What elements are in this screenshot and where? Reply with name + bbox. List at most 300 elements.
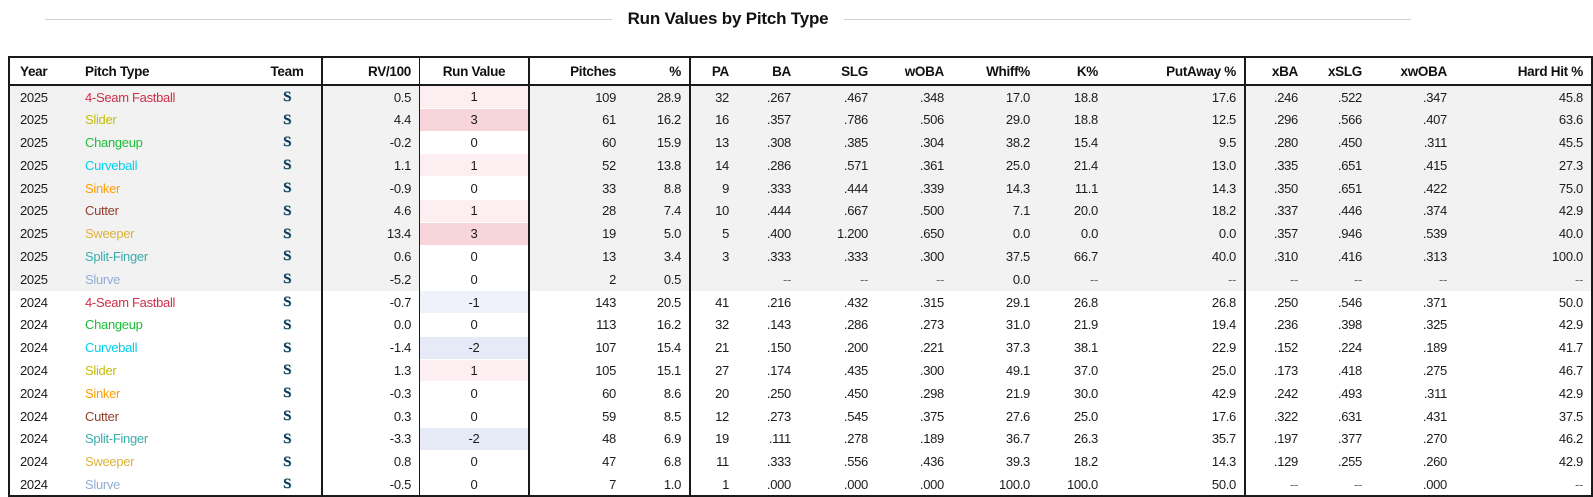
cell-ba: .308: [766, 134, 791, 150]
cell-putaway: 26.8: [1106, 291, 1245, 314]
cell-pitch-type: [74, 405, 253, 428]
cell-pct: 15.9: [624, 131, 690, 154]
cell-team: [253, 359, 322, 382]
pitch-type-label: 4-Seam Fastball: [85, 294, 176, 310]
cell-year: 2025: [20, 203, 48, 219]
cell-slg: .000: [843, 476, 868, 492]
cell-xba: .173: [1273, 362, 1298, 378]
title-rule-right: [844, 19, 1411, 20]
cell-k: 0.0: [1080, 226, 1098, 242]
cell-pct: 16.2: [624, 313, 690, 336]
cell-pct: 3.4: [624, 245, 690, 268]
cell-pitches: 60: [602, 134, 616, 150]
cell-xba: .357: [1273, 226, 1298, 242]
cell-hardhit: 42.9: [1558, 203, 1583, 219]
cell-woba: .500: [919, 203, 944, 219]
cell-hardhit: 27.3: [1558, 157, 1583, 173]
cell-pct: 28.9: [624, 85, 690, 108]
cell-pct: 8.8: [624, 177, 690, 200]
table-row: [9, 359, 1592, 382]
cell-year: 2025: [20, 180, 48, 196]
cell-whiff: 14.3: [1005, 180, 1030, 196]
cell-rv100: -0.5: [322, 473, 420, 496]
cell-run_value: 3: [420, 108, 530, 131]
title-rule-left: [45, 19, 612, 20]
table-row: [9, 245, 1592, 268]
cell-team: [253, 313, 322, 336]
cell-pct: 8.5: [624, 405, 690, 428]
table-row: [9, 405, 1592, 428]
cell-pa: 13: [715, 134, 729, 150]
cell-pct: 6.8: [624, 450, 690, 473]
cell-run_value: 0: [420, 268, 530, 291]
cell-hardhit: 41.7: [1558, 340, 1583, 356]
cell-year: 2024: [20, 317, 48, 333]
cell-year: 2025: [20, 89, 48, 105]
cell-xba: .310: [1273, 248, 1298, 264]
cell-hardhit: 50.0: [1558, 294, 1583, 310]
cell-pitches: 2: [609, 271, 616, 287]
cell-k: --: [1089, 271, 1098, 287]
col-header-pct[interactable]: %: [624, 57, 690, 85]
mariners-logo-icon: S: [282, 180, 292, 197]
cell-woba: .361: [919, 157, 944, 173]
cell-whiff: 38.2: [1005, 134, 1030, 150]
cell-k: 18.8: [1073, 89, 1098, 105]
cell-slg: .200: [843, 340, 868, 356]
cell-rv100: -0.9: [322, 177, 420, 200]
cell-k: 11.1: [1074, 180, 1098, 196]
cell-whiff: 0.0: [1012, 271, 1030, 287]
cell-xslg: .377: [1337, 431, 1362, 447]
cell-whiff: 36.7: [1005, 431, 1030, 447]
cell-whiff: 27.6: [1005, 408, 1030, 424]
cell-hardhit: 63.6: [1558, 112, 1583, 128]
cell-ba: .286: [766, 157, 791, 173]
cell-pitch-type: [74, 382, 253, 405]
pitch-type-label: Sinker: [85, 180, 121, 196]
cell-xslg: --: [1353, 271, 1362, 287]
cell-whiff: 37.5: [1005, 248, 1030, 264]
cell-putaway: 17.6: [1106, 405, 1245, 428]
cell-xwoba: .431: [1422, 408, 1447, 424]
cell-xba: .350: [1273, 180, 1298, 196]
pitch-type-label: Cutter: [85, 203, 119, 219]
pitch-type-label: Cutter: [85, 408, 119, 424]
table-row: [9, 427, 1592, 450]
mariners-logo-icon: S: [282, 316, 292, 333]
cell-putaway: 42.9: [1106, 382, 1245, 405]
cell-pitches: 52: [602, 157, 616, 173]
mariners-logo-icon: S: [282, 248, 292, 265]
cell-pa: 9: [722, 180, 729, 196]
cell-hardhit: 40.0: [1558, 226, 1583, 242]
cell-pitches: 109: [595, 89, 616, 105]
col-header-run_value[interactable]: Run Value: [420, 57, 530, 85]
col-header-xba[interactable]: xBA: [1245, 57, 1306, 85]
mariners-logo-icon: S: [282, 157, 292, 174]
cell-pitch-type: [74, 336, 253, 359]
cell-run_value: 1: [420, 359, 530, 382]
cell-whiff: 17.0: [1005, 89, 1030, 105]
cell-pct: 13.8: [624, 154, 690, 177]
cell-year: 2025: [20, 248, 48, 264]
cell-xwoba: .311: [1423, 134, 1447, 150]
cell-year: 2025: [20, 271, 48, 287]
cell-pct: 5.0: [624, 222, 690, 245]
cell-ba: .400: [766, 226, 791, 242]
cell-run_value: 0: [420, 177, 530, 200]
cell-whiff: 25.0: [1005, 157, 1030, 173]
cell-team: [253, 427, 322, 450]
cell-woba: --: [935, 271, 944, 287]
pitch-type-label: Slider: [85, 362, 117, 378]
cell-xslg: .446: [1337, 203, 1362, 219]
cell-xslg: .398: [1337, 317, 1362, 333]
cell-k: 26.3: [1073, 431, 1098, 447]
cell-year: 2024: [20, 454, 48, 470]
cell-run_value: 1: [420, 85, 530, 108]
cell-ba: .000: [766, 476, 791, 492]
cell-pitches: 13: [602, 248, 616, 264]
cell-run_value: 0: [420, 473, 530, 496]
cell-k: 21.4: [1073, 157, 1098, 173]
cell-rv100: 1.1: [322, 154, 420, 177]
cell-xwoba: .189: [1422, 340, 1447, 356]
cell-xba: .250: [1273, 294, 1298, 310]
cell-xwoba: .260: [1422, 454, 1447, 470]
cell-xslg: .493: [1337, 385, 1362, 401]
cell-pa: 10: [715, 203, 729, 219]
cell-team: [253, 222, 322, 245]
pitch-type-label: Sweeper: [85, 226, 135, 242]
cell-pa: 19: [715, 431, 729, 447]
cell-woba: .506: [919, 112, 944, 128]
cell-year: 2025: [20, 226, 48, 242]
table-row: [9, 313, 1592, 336]
cell-putaway: 14.3: [1106, 177, 1245, 200]
cell-putaway: 50.0: [1106, 473, 1245, 496]
cell-ba: .143: [766, 317, 791, 333]
cell-pitch-type: [74, 222, 253, 245]
col-header-rv100[interactable]: RV/100: [322, 57, 420, 85]
cell-pitches: 48: [602, 431, 616, 447]
cell-woba: .221: [919, 340, 944, 356]
cell-pct: 7.4: [624, 199, 690, 222]
cell-rv100: 0.8: [322, 450, 420, 473]
cell-rv100: -0.7: [322, 291, 420, 314]
pitch-type-label: Curveball: [85, 340, 138, 356]
cell-xwoba: .325: [1422, 317, 1447, 333]
cell-xslg: .450: [1337, 134, 1362, 150]
cell-team: [253, 473, 322, 496]
cell-slg: 1.200: [836, 226, 868, 242]
cell-pitches: 7: [609, 476, 616, 492]
col-header-ba[interactable]: BA: [736, 57, 799, 85]
cell-team: [253, 85, 322, 108]
cell-k: 100.0: [1066, 476, 1098, 492]
cell-xba: .129: [1273, 454, 1298, 470]
cell-pitch-type: [74, 245, 253, 268]
cell-year: 2025: [20, 134, 48, 150]
cell-ba: .216: [766, 294, 791, 310]
cell-putaway: --: [1106, 268, 1245, 291]
pitch-type-label: Slurve: [85, 271, 121, 287]
cell-k: 15.4: [1073, 134, 1098, 150]
col-header-slg[interactable]: SLG: [799, 57, 876, 85]
cell-putaway: 19.4: [1106, 313, 1245, 336]
cell-pct: 15.4: [624, 336, 690, 359]
mariners-logo-icon: S: [282, 339, 292, 356]
col-header-k[interactable]: K%: [1038, 57, 1106, 85]
cell-pa: 16: [715, 112, 729, 128]
cell-woba: .348: [919, 89, 944, 105]
cell-xwoba: .374: [1422, 203, 1447, 219]
mariners-logo-icon: S: [282, 271, 292, 288]
cell-whiff: 37.3: [1005, 340, 1030, 356]
table-row: [9, 473, 1592, 496]
col-header-xwoba[interactable]: xwOBA: [1370, 57, 1455, 85]
col-header-pitch[interactable]: Pitch Type: [74, 57, 253, 85]
col-header-woba[interactable]: wOBA: [876, 57, 952, 85]
cell-putaway: 17.6: [1106, 85, 1245, 108]
cell-pitch-type: [74, 108, 253, 131]
cell-hardhit: 45.8: [1558, 89, 1583, 105]
cell-pa: 1: [722, 476, 729, 492]
table-row: [9, 382, 1592, 405]
table-row: [9, 154, 1592, 177]
cell-ba: .333: [766, 454, 791, 470]
cell-pitch-type: [74, 268, 253, 291]
cell-whiff: 29.1: [1005, 294, 1030, 310]
cell-whiff: 29.0: [1005, 112, 1030, 128]
cell-team: [253, 108, 322, 131]
col-header-pa[interactable]: PA: [690, 57, 736, 85]
cell-whiff: 31.0: [1005, 317, 1030, 333]
cell-ba: --: [782, 271, 791, 287]
cell-ba: .273: [766, 408, 791, 424]
cell-pa: 5: [722, 226, 729, 242]
cell-woba: .436: [919, 454, 944, 470]
cell-rv100: 4.4: [322, 108, 420, 131]
cell-team: [253, 245, 322, 268]
cell-xba: .246: [1273, 89, 1298, 105]
cell-rv100: -0.3: [322, 382, 420, 405]
cell-xslg: .566: [1337, 112, 1362, 128]
cell-xba: .322: [1273, 408, 1298, 424]
cell-putaway: 12.5: [1106, 108, 1245, 131]
cell-putaway: 9.5: [1106, 131, 1245, 154]
cell-rv100: 1.3: [322, 359, 420, 382]
cell-pa: 20: [715, 385, 729, 401]
cell-xwoba: .407: [1422, 112, 1447, 128]
cell-pa: 3: [722, 248, 729, 264]
cell-slg: .432: [843, 294, 868, 310]
table-row: [9, 199, 1592, 222]
table-row: [9, 291, 1592, 314]
cell-xba: .337: [1273, 203, 1298, 219]
cell-hardhit: 42.9: [1558, 385, 1583, 401]
cell-pitches: 60: [602, 385, 616, 401]
pitch-type-label: Changeup: [85, 317, 143, 333]
cell-xslg: .416: [1337, 248, 1362, 264]
cell-rv100: 0.0: [322, 313, 420, 336]
cell-putaway: 35.7: [1106, 427, 1245, 450]
cell-pct: 16.2: [624, 108, 690, 131]
run-values-table: [8, 56, 1593, 497]
cell-team: [253, 268, 322, 291]
cell-xslg: .546: [1337, 294, 1362, 310]
cell-k: 25.0: [1073, 408, 1098, 424]
cell-slg: .385: [843, 134, 868, 150]
cell-slg: .435: [843, 362, 868, 378]
pitch-type-label: Slider: [85, 112, 117, 128]
cell-k: 30.0: [1073, 385, 1098, 401]
table-row: [9, 450, 1592, 473]
mariners-logo-icon: S: [282, 430, 292, 447]
cell-year: 2025: [20, 157, 48, 173]
cell-pitches: 107: [595, 340, 616, 356]
col-header-year[interactable]: Year: [9, 57, 74, 85]
cell-xba: .197: [1273, 431, 1298, 447]
cell-pitch-type: [74, 85, 253, 108]
cell-xwoba: .422: [1422, 180, 1447, 196]
cell-xslg: .631: [1337, 408, 1362, 424]
pitch-type-label: Slurve: [85, 476, 121, 492]
cell-ba: .333: [766, 180, 791, 196]
cell-hardhit: 45.5: [1558, 134, 1583, 150]
cell-pitches: 61: [602, 112, 616, 128]
col-header-team[interactable]: Team: [253, 57, 322, 85]
cell-pitch-type: [74, 313, 253, 336]
cell-run_value: 0: [420, 131, 530, 154]
cell-whiff: 0.0: [1012, 226, 1030, 242]
cell-pa: 27: [715, 362, 729, 378]
cell-putaway: 22.9: [1106, 336, 1245, 359]
cell-hardhit: 46.7: [1558, 362, 1583, 378]
mariners-logo-icon: S: [282, 408, 292, 425]
cell-slg: .467: [843, 89, 868, 105]
cell-ba: .250: [766, 385, 791, 401]
cell-pitches: 59: [602, 408, 616, 424]
cell-pa: 32: [715, 89, 729, 105]
cell-pitch-type: [74, 359, 253, 382]
table-row: [9, 268, 1592, 291]
cell-hardhit: 46.2: [1558, 431, 1583, 447]
cell-putaway: 14.3: [1106, 450, 1245, 473]
cell-xwoba: .311: [1423, 385, 1447, 401]
col-header-whiff[interactable]: Whiff%: [952, 57, 1038, 85]
cell-pitches: 105: [595, 362, 616, 378]
cell-xwoba: .000: [1422, 476, 1447, 492]
mariners-logo-icon: S: [282, 202, 292, 219]
cell-woba: .650: [919, 226, 944, 242]
cell-pct: 0.5: [624, 268, 690, 291]
mariners-logo-icon: S: [282, 453, 292, 470]
cell-woba: .273: [919, 317, 944, 333]
mariners-logo-icon: S: [282, 134, 292, 151]
cell-xba: .335: [1273, 157, 1298, 173]
mariners-logo-icon: S: [282, 385, 292, 402]
cell-k: 37.0: [1073, 362, 1098, 378]
table-row: [9, 222, 1592, 245]
cell-pitch-type: [74, 291, 253, 314]
mariners-logo-icon: S: [282, 111, 292, 128]
cell-xwoba: --: [1438, 271, 1447, 287]
cell-xslg: .946: [1337, 226, 1362, 242]
cell-putaway: 0.0: [1106, 222, 1245, 245]
pitch-type-label: Sinker: [85, 385, 121, 401]
col-header-hardhit[interactable]: Hard Hit %: [1455, 57, 1592, 85]
mariners-logo-icon: S: [282, 89, 292, 106]
cell-pct: 20.5: [624, 291, 690, 314]
cell-rv100: -3.3: [322, 427, 420, 450]
cell-woba: .000: [919, 476, 944, 492]
pitch-type-label: Changeup: [85, 134, 143, 150]
cell-run_value: 0: [420, 313, 530, 336]
col-header-putaway[interactable]: PutAway %: [1106, 57, 1245, 85]
cell-xwoba: .347: [1422, 89, 1447, 105]
cell-team: [253, 405, 322, 428]
cell-slg: .786: [843, 112, 868, 128]
cell-xslg: .651: [1337, 157, 1362, 173]
cell-hardhit: 75.0: [1558, 180, 1583, 196]
cell-team: [253, 199, 322, 222]
cell-pct: 15.1: [624, 359, 690, 382]
pitch-type-label: 4-Seam Fastball: [85, 89, 176, 105]
cell-hardhit: 42.9: [1558, 454, 1583, 470]
cell-xwoba: .539: [1422, 226, 1447, 242]
cell-pitches: 19: [602, 226, 616, 242]
cell-pa: 14: [715, 157, 729, 173]
cell-woba: .339: [919, 180, 944, 196]
cell-woba: .298: [919, 385, 944, 401]
cell-k: 38.1: [1073, 340, 1098, 356]
pitch-type-label: Sweeper: [85, 454, 135, 470]
cell-pitch-type: [74, 131, 253, 154]
cell-rv100: -1.4: [322, 336, 420, 359]
col-header-pitches[interactable]: Pitches: [529, 57, 624, 85]
cell-xwoba: .275: [1422, 362, 1447, 378]
cell-ba: .444: [766, 203, 791, 219]
cell-whiff: 21.9: [1005, 385, 1030, 401]
cell-k: 18.8: [1073, 112, 1098, 128]
col-header-xslg[interactable]: xSLG: [1306, 57, 1370, 85]
cell-xwoba: .371: [1422, 294, 1447, 310]
cell-pitch-type: [74, 199, 253, 222]
cell-xwoba: .313: [1422, 248, 1447, 264]
cell-hardhit: 42.9: [1558, 317, 1583, 333]
cell-slg: .278: [843, 431, 868, 447]
cell-k: 66.7: [1073, 248, 1098, 264]
cell-k: 26.8: [1073, 294, 1098, 310]
cell-whiff: 39.3: [1005, 454, 1030, 470]
cell-run_value: 0: [420, 382, 530, 405]
cell-run_value: 0: [420, 450, 530, 473]
cell-putaway: 13.0: [1106, 154, 1245, 177]
table-row: [9, 131, 1592, 154]
cell-pa: 11: [716, 454, 729, 470]
cell-ba: .267: [766, 89, 791, 105]
cell-run_value: 3: [420, 222, 530, 245]
cell-putaway: 25.0: [1106, 359, 1245, 382]
cell-run_value: 0: [420, 405, 530, 428]
cell-pitches: 28: [602, 203, 616, 219]
cell-xslg: .224: [1337, 340, 1362, 356]
cell-team: [253, 382, 322, 405]
table-row: [9, 108, 1592, 131]
cell-year: 2024: [20, 362, 48, 378]
